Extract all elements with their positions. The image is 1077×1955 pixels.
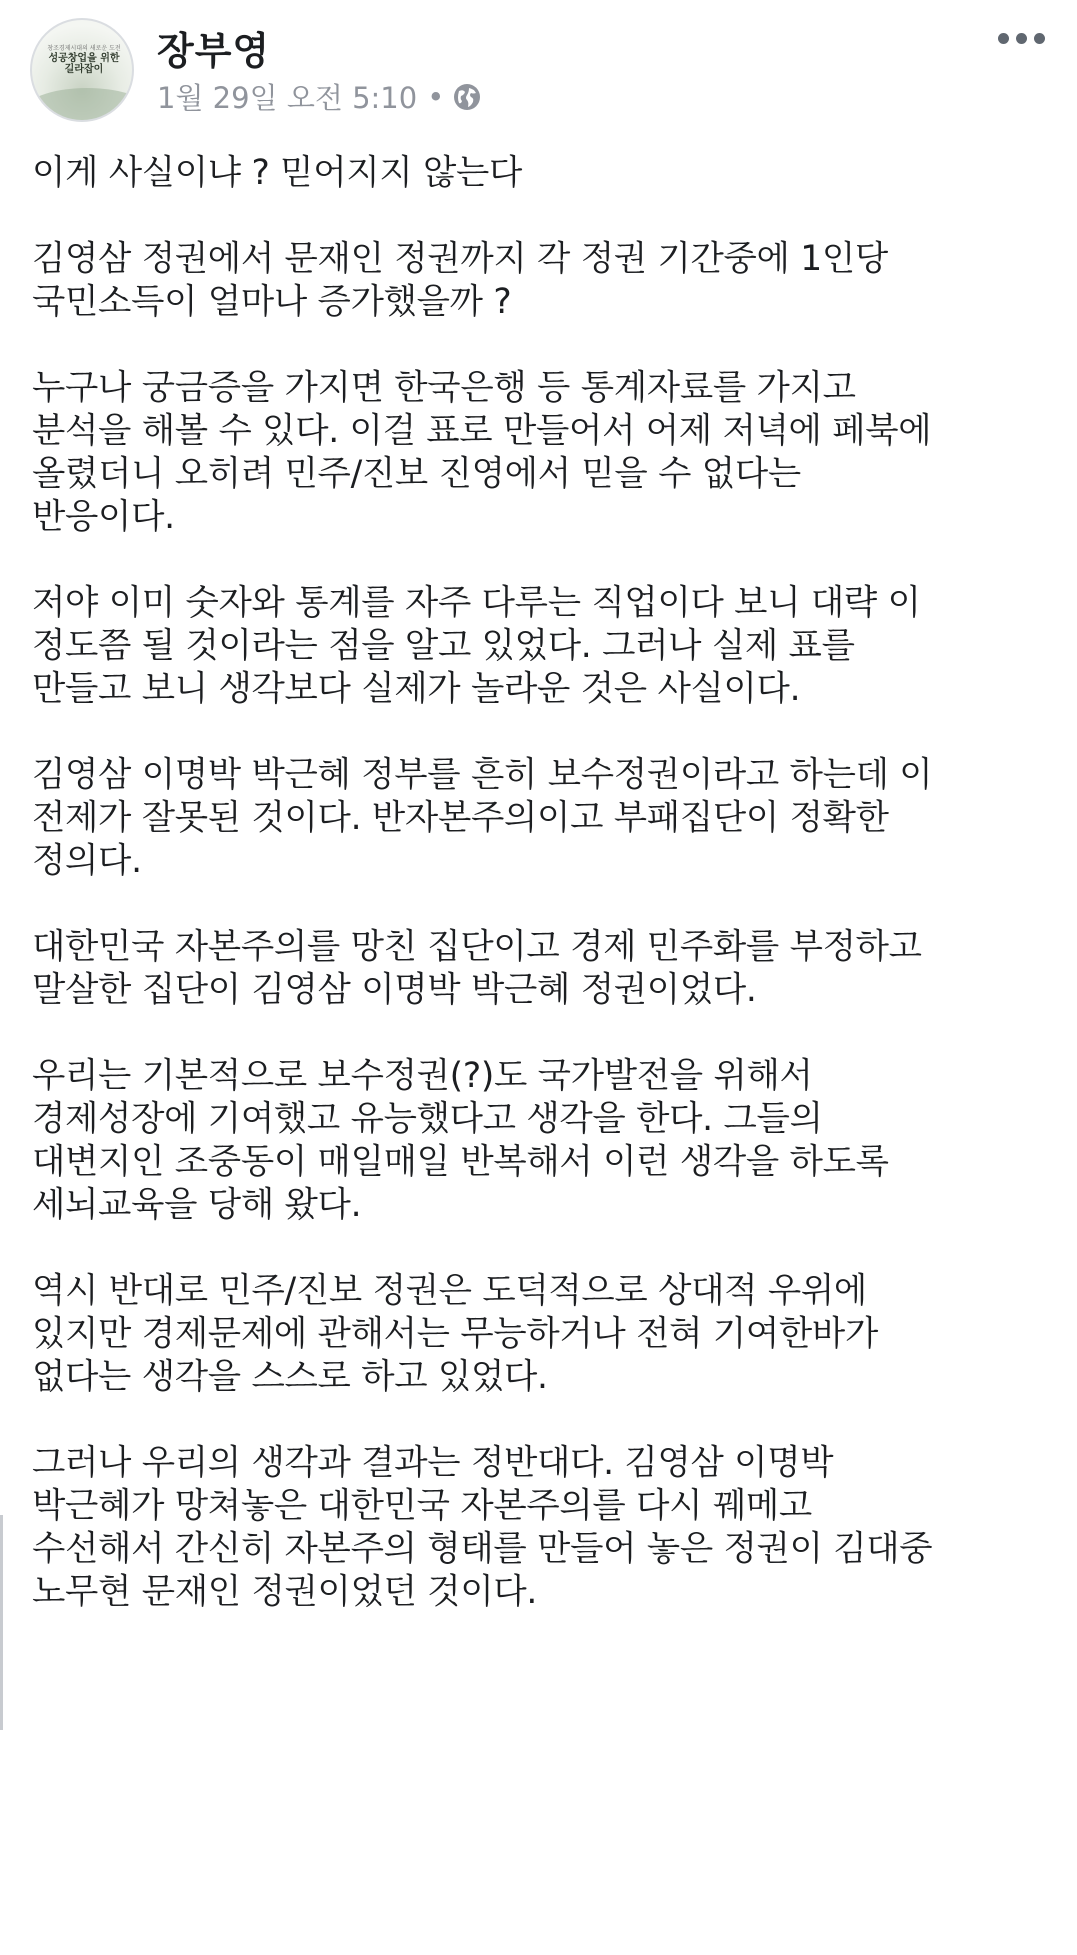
post-meta	[157, 76, 482, 117]
post-paragraph: 김영삼 정권에서 문재인 정권까지 각 정권 기간중에 1인당 국민소득이 얼마나 증가했을까 ?	[32, 239, 888, 322]
post-paragraph: 역시 반대로 민주/진보 정권은 도덕적으로 상대적 우위에 있지만 경제문제에 관해서는 무능하거나 전혀 기여한바가 없다는 생각을 스스로 하고 있었다.	[32, 1271, 878, 1397]
post-header	[0, 0, 1077, 140]
avatar-caption-small: 창조경제시대의 새로운 도전	[47, 45, 121, 52]
avatar-caption	[44, 46, 124, 76]
author-name[interactable]: 장부영	[157, 29, 271, 73]
post-paragraph: 이게 사실이냐 ? 믿어지지 않는다	[32, 153, 523, 193]
more-options-icon-dot	[1034, 33, 1045, 44]
more-options-icon-dot	[1016, 33, 1027, 44]
more-options-button[interactable]	[996, 24, 1048, 54]
scroll-edge-indicator	[0, 1515, 3, 1730]
post-timestamp[interactable]: 1월 29일 오전 5:10	[157, 81, 418, 115]
post-paragraph: 우리는 기본적으로 보수정권(?)도 국가발전을 위해서 경제성장에 기여했고 유능했다고 생각을 한다. 그들의 대변지인 조중동이 매일매일 반복해서 이런 생각을 하도록 세뇌교육을 당해 왔다.	[32, 1056, 889, 1225]
post-paragraph: 누구나 궁금증을 가지면 한국은행 등 통계자료를 가지고 분석을 해볼 수 있다. 이걸 표로 만들어서 어제 저녁에 페북에 올렸더니 오히려 민주/진보 진영에서 믿을 수 없다는 반응이다.	[32, 368, 932, 537]
post-paragraph: 김영삼 이명박 박근혜 정부를 흔히 보수정권이라고 하는데 이 전제가 잘못된 것이다. 반자본주의이고 부패집단이 정확한 정의다.	[32, 755, 933, 881]
avatar-caption-main: 성공창업을 위한 길라잡이	[48, 52, 120, 76]
post-paragraph: 저야 이미 숫자와 통계를 자주 다루는 직업이다 보니 대략 이 정도쯤 될 것이라는 점을 알고 있었다. 그러나 실제 표를 만들고 보니 생각보다 실제가 놀라운 것은 사실이다.	[32, 583, 921, 709]
post-paragraph: 그러나 우리의 생각과 결과는 정반대다. 김영삼 이명박 박근혜가 망쳐놓은 대한민국 자본주의를 다시 꿰메고 수선해서 간신히 자본주의 형태를 만들어 놓은 정권이 김대중 노무현 문재인 정권이었던 것이다.	[32, 1443, 933, 1612]
avatar-landscape	[30, 88, 134, 122]
globe-icon-svg	[452, 82, 482, 112]
meta-separator: •	[427, 79, 445, 114]
author-avatar[interactable]	[30, 18, 134, 122]
more-options-icon	[998, 33, 1009, 44]
globe-icon[interactable]	[452, 82, 482, 112]
post-body	[32, 152, 1044, 1657]
post-paragraph: 대한민국 자본주의를 망친 집단이고 경제 민주화를 부정하고 말살한 집단이 김영삼 이명박 박근혜 정권이었다.	[32, 927, 922, 1010]
